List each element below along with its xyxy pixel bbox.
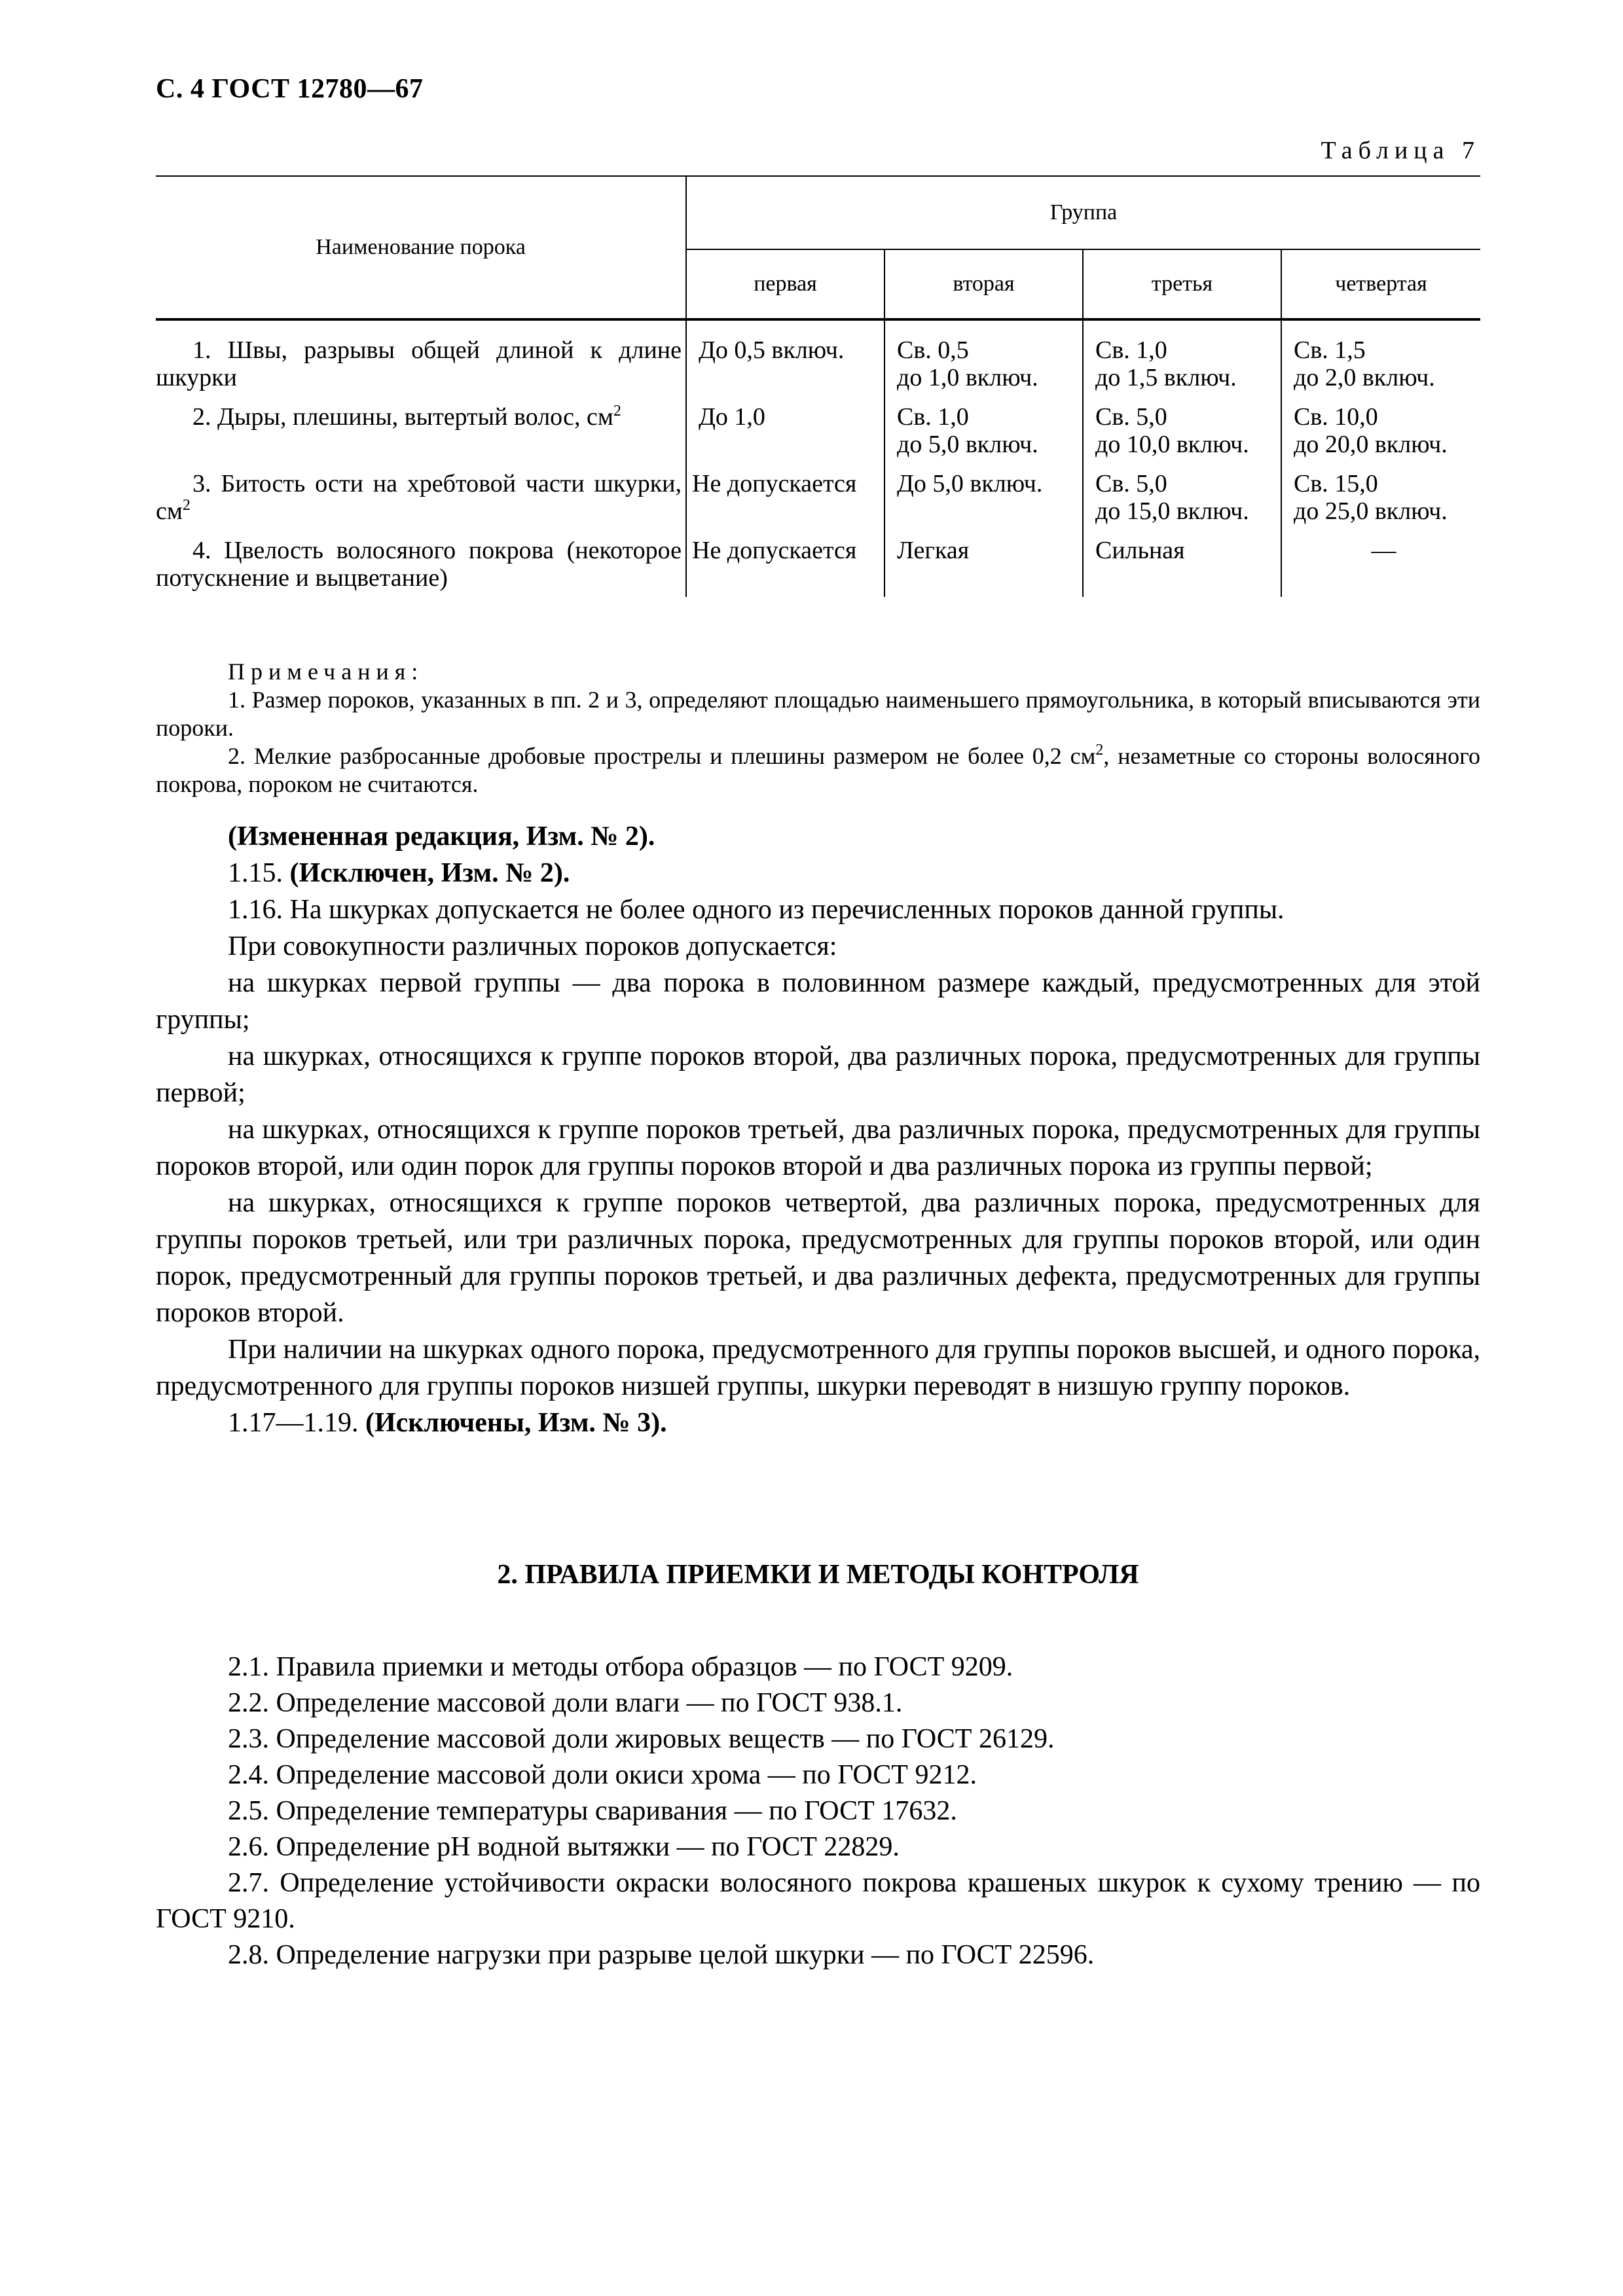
note-1: 1. Размер пороков, указанных в пп. 2 и 3, определяют площадью наименьшего прямоугольника, в который вписываются эти пороки.	[156, 687, 1480, 741]
list-item: 2.2. Определение массовой доли влаги — по ГОСТ 938.1.	[228, 1688, 903, 1718]
section-title: 2. ПРАВИЛА ПРИЕМКИ И МЕТОДЫ КОНТРОЛЯ	[497, 1560, 1139, 1590]
table-caption: Таблица 7	[1321, 137, 1480, 164]
list-item: 2.6. Определение рН водной вытяжки — по ГОСТ 22829.	[228, 1832, 900, 1862]
paragraph: на шкурках, относящихся к группе пороков третьей, два различных порока, предусмотренных для группы пороков второй, или один порок для группы пороков второй и два различных порока из группы первой;	[156, 1115, 1480, 1181]
paragraph: 1.16. На шкурках допускается не более одного из перечисленных пороков данной группы.	[228, 895, 1285, 925]
column-header-defect-name: Наименование порока	[156, 176, 686, 319]
list-item: 2.5. Определение температуры сваривания — по ГОСТ 17632.	[228, 1796, 957, 1826]
paragraph: При наличии на шкурках одного порока, предусмотренного для группы пороков высшей, и одного порока, предусмотренного для группы пороков низшей группы, шкурки переводят в низшую группу пороков.	[156, 1335, 1480, 1401]
page-header: С. 4 ГОСТ 12780—67	[156, 74, 424, 104]
table-cell: —	[1281, 537, 1480, 597]
list-item: 2.1. Правила приемки и методы отбора образцов — по ГОСТ 9209.	[228, 1652, 1013, 1682]
paragraph: При совокупности различных пороков допускается:	[228, 931, 837, 961]
list-item: 2.8. Определение нагрузки при разрыве целой шкурки — по ГОСТ 22596.	[228, 1940, 1095, 1970]
table-cell: Св. 1,0 до 5,0 включ.	[884, 403, 1083, 470]
table-cell: До 1,0	[686, 403, 884, 470]
table-cell: До 0,5 включ.	[686, 319, 884, 403]
body-text	[156, 818, 1480, 1441]
paragraph: на шкурках, относящихся к группе пороков четвертой, два различных порока, предусмотренных для группы пороков третьей, или три различных порока, предусмотренных для группы пороков второй, или один порок, предусмотренный для группы пороков третьей, и два различных дефекта, предусмотренных для группы пороков второй.	[156, 1188, 1480, 1328]
table-cell: Не допускается	[686, 537, 884, 597]
paragraph: (Измененная редакция, Изм. № 2).	[228, 821, 655, 852]
defect-name: 4. Цвелость волосяного покрова (некоторое потускнение и выцветание)	[156, 537, 682, 592]
table-cell: Св. 1,5 до 2,0 включ.	[1281, 319, 1480, 403]
table-cell: До 5,0 включ.	[884, 470, 1083, 537]
notes-title: Примечания:	[228, 658, 424, 685]
table-cell: Легкая	[884, 537, 1083, 597]
table-cell: Св. 1,0 до 1,5 включ.	[1083, 319, 1281, 403]
table-row	[156, 403, 1480, 470]
table-notes	[156, 658, 1480, 798]
table-cell: Св. 5,0 до 15,0 включ.	[1083, 470, 1281, 537]
table-cell: Св. 5,0 до 10,0 включ.	[1083, 403, 1281, 470]
table-cell: Св. 15,0 до 25,0 включ.	[1281, 470, 1480, 537]
note-2: 2. Мелкие разбросанные дробовые прострелы и плешины размером не более 0,2 $см^2$, незаметные со стороны волосяного покрова, пороком не считаются.	[156, 742, 1480, 797]
table-row	[156, 470, 1480, 537]
defect-name: 3. Битость ости на хребтовой части шкурки, $см^2$	[156, 470, 682, 525]
column-header-group-2: вторая	[884, 249, 1083, 319]
column-header-group-1: первая	[686, 249, 884, 319]
defect-name: 2. Дыры, плешины, вытертый волос, $см^2$	[192, 403, 621, 431]
column-header-group: Группа	[686, 176, 1480, 249]
list-item: 2.7. Определение устойчивости окраски волосяного покрова крашеных шкурок к сухому трению — по ГОСТ 9210.	[156, 1868, 1480, 1934]
paragraph: на шкурках, относящихся к группе пороков второй, два различных порока, предусмотренных для группы первой;	[156, 1041, 1480, 1108]
paragraph: 1.15. (Исключен, Изм. № 2).	[228, 858, 570, 888]
list-item: 2.3. Определение массовой доли жировых веществ — по ГОСТ 26129.	[228, 1724, 1055, 1754]
table-cell: Св. 0,5 до 1,0 включ.	[884, 319, 1083, 403]
list-item: 2.4. Определение массовой доли окиси хрома — по ГОСТ 9212.	[228, 1760, 977, 1790]
defects-table	[156, 175, 1480, 597]
table-row	[156, 319, 1480, 403]
table-cell: Сильная	[1083, 537, 1281, 597]
table-cell: Не допускается	[686, 470, 884, 537]
defect-name: 1. Швы, разрывы общей длиной к длине шкурки	[156, 336, 682, 391]
table-cell: Св. 10,0 до 20,0 включ.	[1281, 403, 1480, 470]
paragraph: на шкурках первой группы — два порока в половинном размере каждый, предусмотренных для этой группы;	[156, 968, 1480, 1035]
column-header-group-3: третья	[1083, 249, 1281, 319]
section-items	[156, 1649, 1480, 1973]
table-row	[156, 537, 1480, 597]
column-header-group-4: четвертая	[1281, 249, 1480, 319]
paragraph: 1.17—1.19. (Исключены, Изм. № 3).	[228, 1408, 667, 1438]
